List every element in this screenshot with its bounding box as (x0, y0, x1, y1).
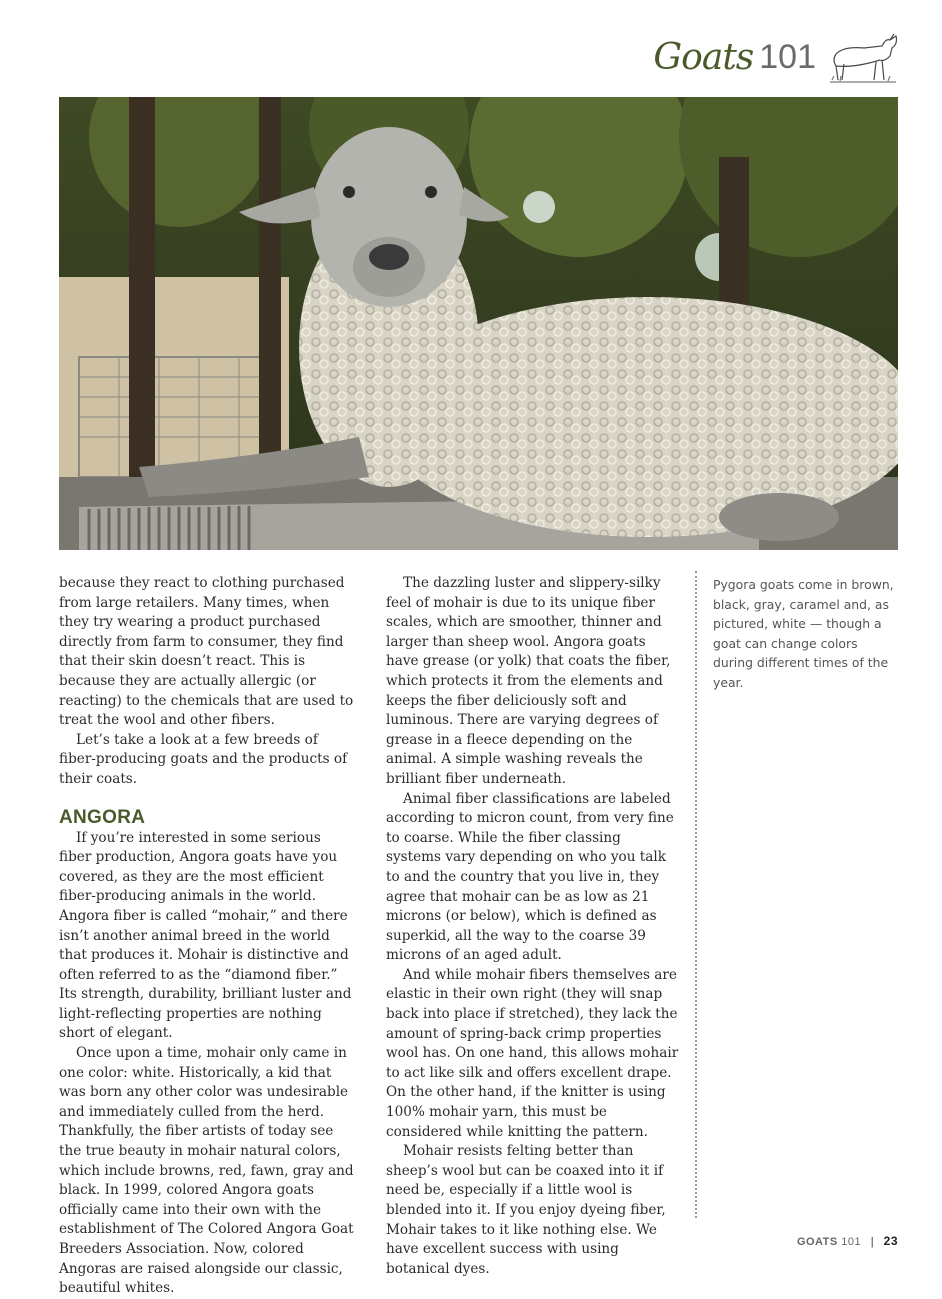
column2-paragraph-1: The dazzling luster and slippery-silky feel of mohair is due to its unique fiber scales, which are smoother, thinner and larger than sheep wool. Angora goats have grease (or yolk) that coats the fiber, which protects it from the elements and keeps the fiber deliciously soft and luminous. There are varying degrees of grease in a fleece depending on the animal. A simple washing reveals the brilliant fiber underneath. (386, 575, 671, 787)
folio-separator: | (870, 1236, 875, 1248)
angora-goat-photo (59, 97, 898, 550)
column1-paragraph-2: Let’s take a look at a few breeds of fiber-producing goats and the products of their coats. (59, 731, 348, 787)
section-heading-angora: ANGORA (59, 806, 146, 828)
page-number: 23 (883, 1234, 898, 1248)
column1-paragraph-3: If you’re interested in some serious fiber production, Angora goats have you covered, as they are the most efficient fiber-producing animals in the world. Angora fiber is called “mohair,” and there isn’t another animal breed in the world that produces it. Mohair is distinctive and often referred to as the “diamond fiber.” Its strength, durability, brilliant luster and light-reflecting properties are nothing short of elegant. (59, 829, 352, 1042)
masthead-script-word: Goats (653, 36, 754, 78)
folio-brand: GOATS (796, 1236, 838, 1248)
masthead-number: 101 (759, 37, 816, 76)
dotted-column-divider (695, 571, 697, 1218)
article-column-2 (386, 574, 680, 1279)
column2-paragraph-4: Mohair resists felting better than sheep’s wool but can be coaxed into it if need be, especially if a little wool is blended into it. If you enjoy dyeing fiber, Mohair takes to it like nothing else. We have excellent success with using botanical dyes. (386, 1143, 666, 1277)
photo-caption: Pygora goats come in brown, black, gray, caramel and, as pictured, white — though a goat can change colors during different times of the year. (713, 577, 894, 690)
folio-brand-number: 101 (841, 1236, 862, 1248)
column1-paragraph-1: because they react to clothing purchased from large retailers. Many times, when they try wearing a product purchased directly from farm to consumer, they find that their skin doesn’t react. This is because they are actually allergic (or reacting) to the chemicals that are used to treat the wool and other fibers. (59, 575, 354, 729)
column2-paragraph-3: And while mohair fibers themselves are elastic in their own right (they will snap back into place if stretched), they lack the amount of spring-back crimp properties wool has. On one hand, this allows mohair to act like silk and offers excellent drape. On the other hand, if the knitter is using 100% mohair yarn, this must be considered while knitting the pattern. (386, 966, 679, 1140)
column1-paragraph-4: Once upon a time, mohair only came in one color: white. Historically, a kid that was born any other color was undesirable and immediately culled from the herd. Thankfully, the fiber artists of today see the true beauty in mohair natural colors, which include browns, red, fawn, gray and black. In 1999, colored Angora goats officially came into their own with the establishment of The Colored Angora Goat Breeders Association. Now, colored Angoras are raised alongside our classic, beautiful whites. (59, 1045, 354, 1297)
masthead (653, 22, 902, 92)
goat-illustration-icon (824, 24, 902, 90)
column2-paragraph-2: Animal fiber classifications are labeled according to micron count, from very fine to coarse. While the fiber classing systems vary depending on who you talk to and the country that you live in, they agree that mohair can be as low as 21 microns (or below), which is defined as superkid, all the way to the coarse 39 microns of an aged adult. (386, 790, 674, 964)
article-column-1 (59, 574, 355, 1299)
page-folio (797, 1234, 898, 1248)
